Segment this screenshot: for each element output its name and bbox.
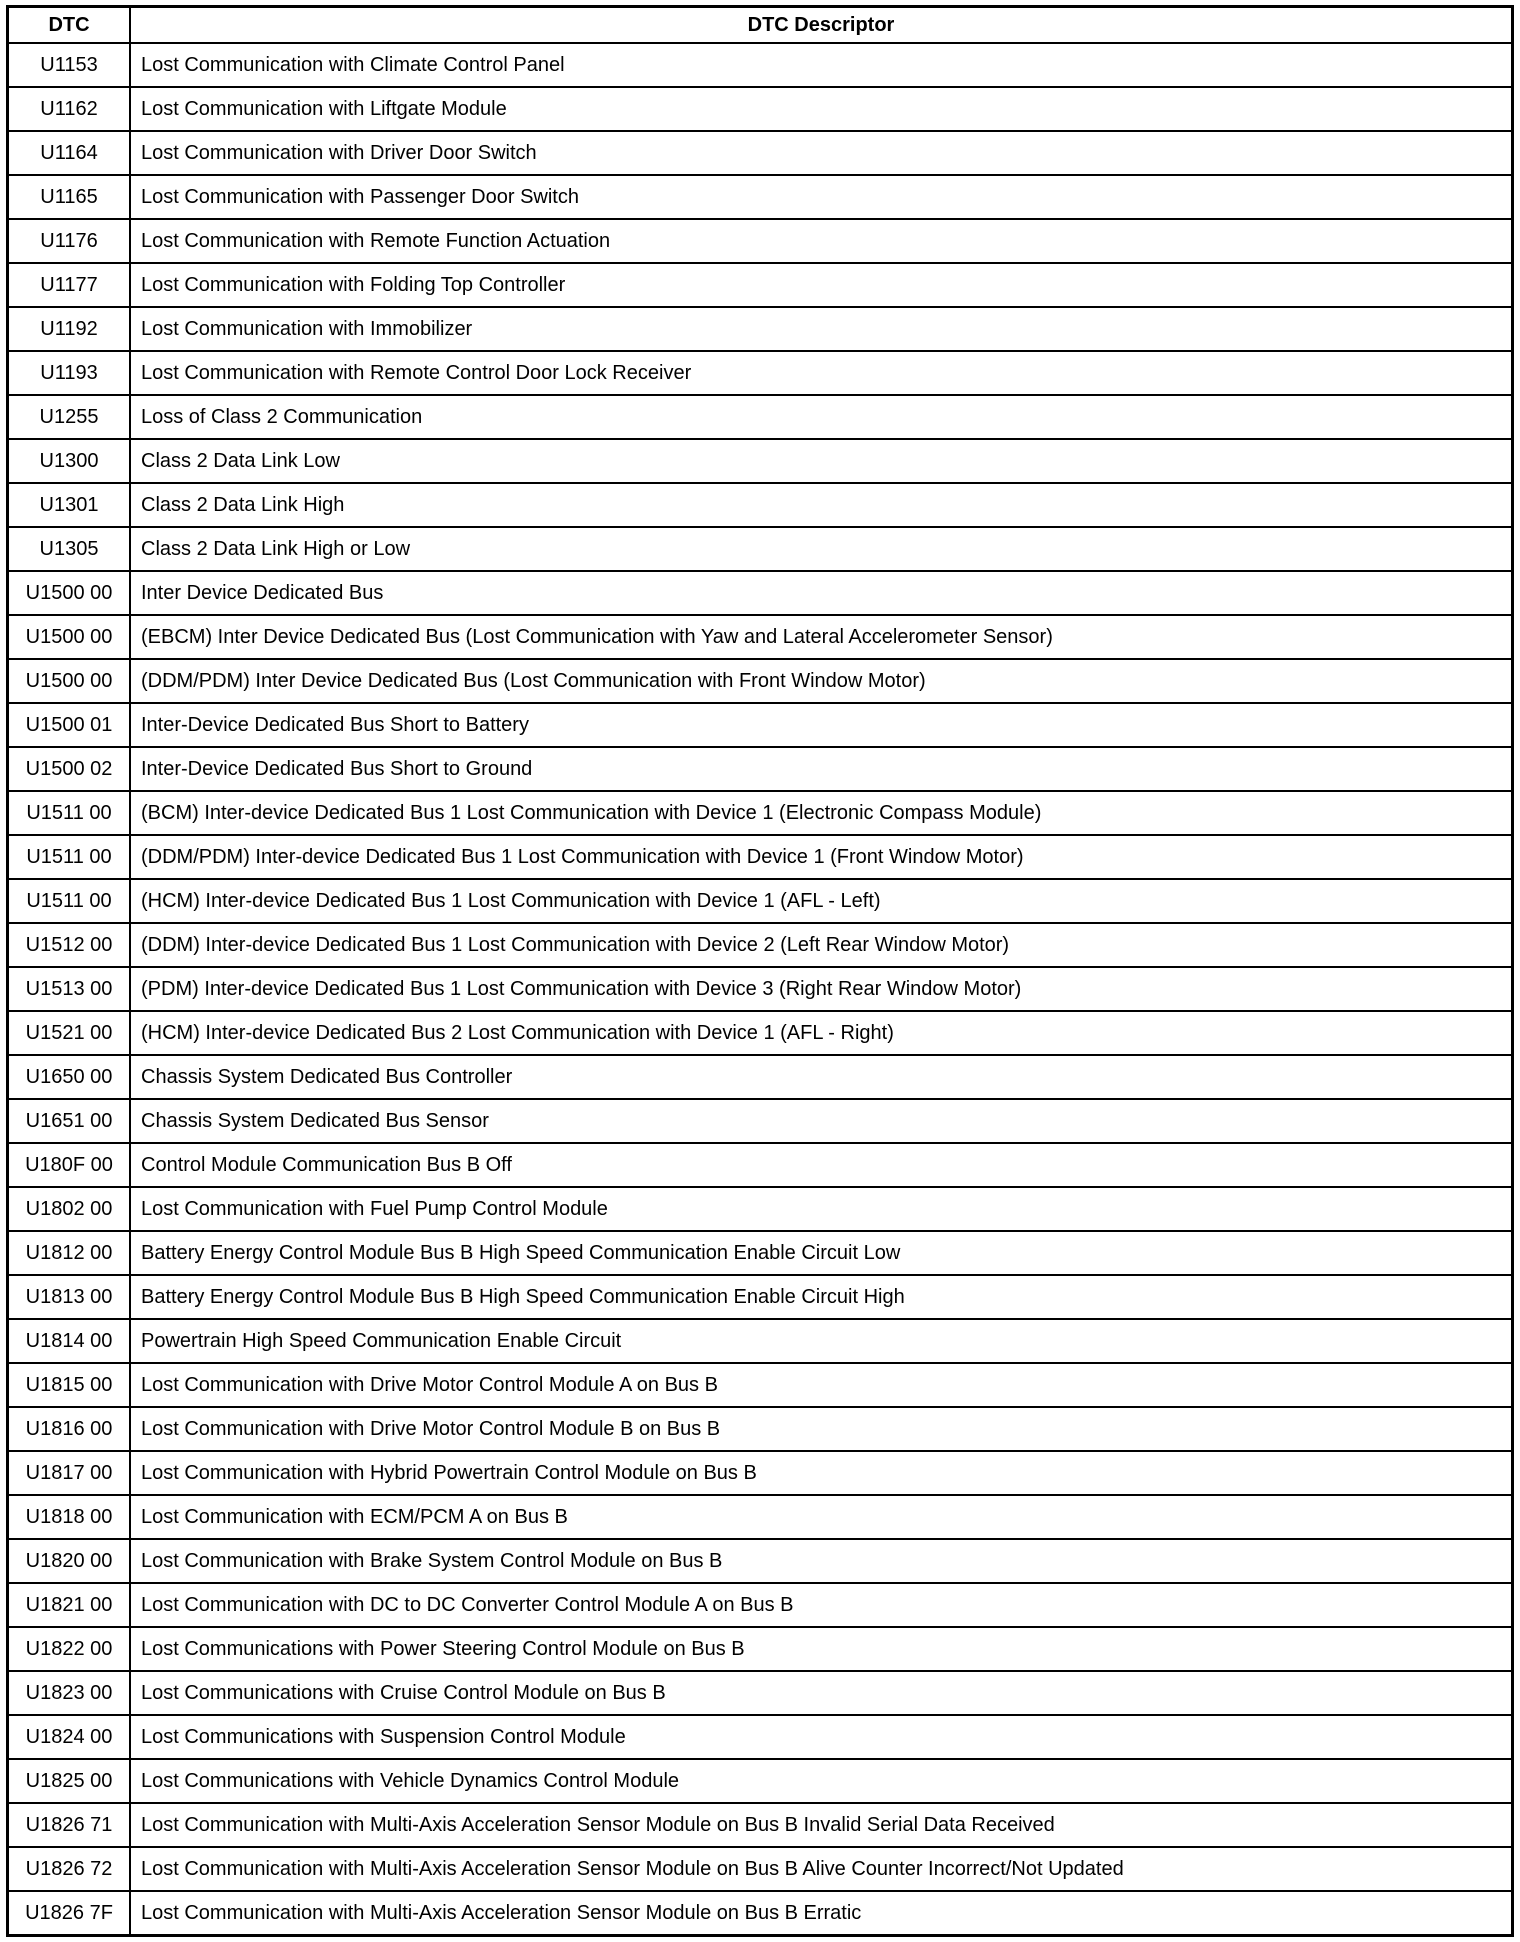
dtc-code-cell: U1176 (8, 219, 131, 263)
table-row (8, 615, 1513, 659)
table-row (8, 1803, 1513, 1847)
table-row (8, 571, 1513, 615)
dtc-descriptor-cell: (DDM) Inter-device Dedicated Bus 1 Lost Communication with Device 2 (Left Rear Window Motor) (130, 923, 1513, 967)
dtc-code-cell: U1500 00 (8, 571, 131, 615)
dtc-descriptor-cell: Lost Communication with Multi-Axis Acceleration Sensor Module on Bus B Invalid Serial Data Received (130, 1803, 1513, 1847)
dtc-descriptor-cell: Lost Communication with Drive Motor Control Module A on Bus B (130, 1363, 1513, 1407)
table-row (8, 483, 1513, 527)
dtc-descriptor-cell: Lost Communication with Remote Control Door Lock Receiver (130, 351, 1513, 395)
dtc-code-cell: U1821 00 (8, 1583, 131, 1627)
dtc-code-cell: U1802 00 (8, 1187, 131, 1231)
table-row (8, 1759, 1513, 1803)
dtc-descriptor-cell: Class 2 Data Link High (130, 483, 1513, 527)
table-row (8, 43, 1513, 87)
table-row (8, 1407, 1513, 1451)
dtc-descriptor-cell: Lost Communication with Multi-Axis Acceleration Sensor Module on Bus B Alive Counter Incorrect/Not Updated (130, 1847, 1513, 1891)
dtc-descriptor-cell: Powertrain High Speed Communication Enable Circuit (130, 1319, 1513, 1363)
table-row (8, 395, 1513, 439)
dtc-descriptor-cell: Chassis System Dedicated Bus Controller (130, 1055, 1513, 1099)
dtc-code-cell: U1650 00 (8, 1055, 131, 1099)
table-row (8, 263, 1513, 307)
dtc-code-cell: U1826 7F (8, 1891, 131, 1936)
header-row (8, 7, 1513, 44)
dtc-code-cell: U1826 72 (8, 1847, 131, 1891)
dtc-table (6, 5, 1514, 1937)
dtc-code-cell: U1165 (8, 175, 131, 219)
dtc-descriptor-cell: Lost Communication with Passenger Door Switch (130, 175, 1513, 219)
table-row (8, 1671, 1513, 1715)
table-row (8, 1891, 1513, 1936)
dtc-code-cell: U1651 00 (8, 1099, 131, 1143)
dtc-code-cell: U1816 00 (8, 1407, 131, 1451)
table-row (8, 1319, 1513, 1363)
column-header-descriptor: DTC Descriptor (130, 7, 1513, 44)
table-row (8, 1451, 1513, 1495)
dtc-descriptor-cell: Lost Communications with Power Steering Control Module on Bus B (130, 1627, 1513, 1671)
table-row (8, 1099, 1513, 1143)
dtc-descriptor-cell: (EBCM) Inter Device Dedicated Bus (Lost Communication with Yaw and Lateral Accelerometer Sensor) (130, 615, 1513, 659)
dtc-descriptor-cell: Lost Communication with Immobilizer (130, 307, 1513, 351)
dtc-descriptor-cell: Lost Communication with Brake System Control Module on Bus B (130, 1539, 1513, 1583)
dtc-descriptor-cell: Inter-Device Dedicated Bus Short to Battery (130, 703, 1513, 747)
table-row (8, 835, 1513, 879)
table-header (8, 7, 1513, 44)
dtc-descriptor-cell: Lost Communications with Cruise Control Module on Bus B (130, 1671, 1513, 1715)
dtc-descriptor-cell: Lost Communication with Climate Control Panel (130, 43, 1513, 87)
table-row (8, 1187, 1513, 1231)
dtc-code-cell: U1813 00 (8, 1275, 131, 1319)
table-row (8, 1715, 1513, 1759)
dtc-descriptor-cell: Lost Communication with Driver Door Switch (130, 131, 1513, 175)
dtc-code-cell: U1153 (8, 43, 131, 87)
dtc-code-cell: U1500 02 (8, 747, 131, 791)
dtc-code-cell: U180F 00 (8, 1143, 131, 1187)
dtc-code-cell: U1192 (8, 307, 131, 351)
dtc-descriptor-cell: Battery Energy Control Module Bus B High Speed Communication Enable Circuit High (130, 1275, 1513, 1319)
dtc-descriptor-cell: (HCM) Inter-device Dedicated Bus 2 Lost Communication with Device 1 (AFL - Right) (130, 1011, 1513, 1055)
dtc-code-cell: U1177 (8, 263, 131, 307)
dtc-descriptor-cell: (DDM/PDM) Inter Device Dedicated Bus (Lost Communication with Front Window Motor) (130, 659, 1513, 703)
table-row (8, 703, 1513, 747)
dtc-descriptor-cell: Inter-Device Dedicated Bus Short to Ground (130, 747, 1513, 791)
dtc-descriptor-cell: Chassis System Dedicated Bus Sensor (130, 1099, 1513, 1143)
dtc-descriptor-cell: Lost Communication with Drive Motor Control Module B on Bus B (130, 1407, 1513, 1451)
dtc-descriptor-cell: Battery Energy Control Module Bus B High Speed Communication Enable Circuit Low (130, 1231, 1513, 1275)
table-row (8, 351, 1513, 395)
dtc-descriptor-cell: (DDM/PDM) Inter-device Dedicated Bus 1 Lost Communication with Device 1 (Front Window Motor) (130, 835, 1513, 879)
dtc-descriptor-cell: Lost Communication with Remote Function Actuation (130, 219, 1513, 263)
dtc-code-cell: U1511 00 (8, 791, 131, 835)
dtc-code-cell: U1812 00 (8, 1231, 131, 1275)
dtc-descriptor-cell: Lost Communication with Multi-Axis Acceleration Sensor Module on Bus B Erratic (130, 1891, 1513, 1936)
table-row (8, 307, 1513, 351)
dtc-code-cell: U1255 (8, 395, 131, 439)
table-row (8, 527, 1513, 571)
column-header-dtc: DTC (8, 7, 131, 44)
table-row (8, 439, 1513, 483)
dtc-code-cell: U1164 (8, 131, 131, 175)
table-row (8, 967, 1513, 1011)
dtc-descriptor-cell: Lost Communication with ECM/PCM A on Bus B (130, 1495, 1513, 1539)
table-body (8, 43, 1513, 1936)
dtc-descriptor-cell: Control Module Communication Bus B Off (130, 1143, 1513, 1187)
table-row (8, 131, 1513, 175)
table-row (8, 1627, 1513, 1671)
dtc-code-cell: U1823 00 (8, 1671, 131, 1715)
dtc-descriptor-cell: Lost Communication with Fuel Pump Control Module (130, 1187, 1513, 1231)
table-row (8, 747, 1513, 791)
dtc-descriptor-cell: Class 2 Data Link High or Low (130, 527, 1513, 571)
dtc-code-cell: U1820 00 (8, 1539, 131, 1583)
table-row (8, 923, 1513, 967)
dtc-descriptor-cell: Lost Communication with Liftgate Module (130, 87, 1513, 131)
dtc-descriptor-cell: (BCM) Inter-device Dedicated Bus 1 Lost Communication with Device 1 (Electronic Compass Module) (130, 791, 1513, 835)
table-row (8, 879, 1513, 923)
dtc-code-cell: U1193 (8, 351, 131, 395)
dtc-code-cell: U1513 00 (8, 967, 131, 1011)
dtc-code-cell: U1500 01 (8, 703, 131, 747)
table-row (8, 175, 1513, 219)
dtc-code-cell: U1512 00 (8, 923, 131, 967)
dtc-code-cell: U1305 (8, 527, 131, 571)
dtc-descriptor-cell: (PDM) Inter-device Dedicated Bus 1 Lost Communication with Device 3 (Right Rear Window Motor) (130, 967, 1513, 1011)
table-row (8, 1055, 1513, 1099)
dtc-descriptor-cell: Lost Communication with Hybrid Powertrain Control Module on Bus B (130, 1451, 1513, 1495)
table-row (8, 1583, 1513, 1627)
dtc-descriptor-cell: Lost Communications with Vehicle Dynamics Control Module (130, 1759, 1513, 1803)
table-row (8, 659, 1513, 703)
table-row (8, 1011, 1513, 1055)
dtc-descriptor-cell: Lost Communication with Folding Top Controller (130, 263, 1513, 307)
dtc-code-cell: U1817 00 (8, 1451, 131, 1495)
table-row (8, 87, 1513, 131)
table-row (8, 791, 1513, 835)
dtc-descriptor-cell: Lost Communication with DC to DC Converter Control Module A on Bus B (130, 1583, 1513, 1627)
dtc-descriptor-cell: Loss of Class 2 Communication (130, 395, 1513, 439)
table-row (8, 219, 1513, 263)
dtc-code-cell: U1815 00 (8, 1363, 131, 1407)
table-row (8, 1847, 1513, 1891)
dtc-code-cell: U1511 00 (8, 879, 131, 923)
dtc-code-cell: U1511 00 (8, 835, 131, 879)
dtc-descriptor-cell: Class 2 Data Link Low (130, 439, 1513, 483)
dtc-code-cell: U1300 (8, 439, 131, 483)
table-row (8, 1539, 1513, 1583)
table-row (8, 1231, 1513, 1275)
dtc-code-cell: U1825 00 (8, 1759, 131, 1803)
table-row (8, 1495, 1513, 1539)
dtc-descriptor-cell: Inter Device Dedicated Bus (130, 571, 1513, 615)
dtc-descriptor-cell: (HCM) Inter-device Dedicated Bus 1 Lost Communication with Device 1 (AFL - Left) (130, 879, 1513, 923)
dtc-code-cell: U1301 (8, 483, 131, 527)
dtc-code-cell: U1500 00 (8, 615, 131, 659)
dtc-code-cell: U1814 00 (8, 1319, 131, 1363)
table-row (8, 1363, 1513, 1407)
dtc-code-cell: U1824 00 (8, 1715, 131, 1759)
dtc-descriptor-cell: Lost Communications with Suspension Control Module (130, 1715, 1513, 1759)
dtc-code-cell: U1162 (8, 87, 131, 131)
dtc-code-cell: U1521 00 (8, 1011, 131, 1055)
dtc-code-cell: U1826 71 (8, 1803, 131, 1847)
dtc-code-cell: U1822 00 (8, 1627, 131, 1671)
dtc-code-cell: U1500 00 (8, 659, 131, 703)
table-row (8, 1275, 1513, 1319)
table-row (8, 1143, 1513, 1187)
dtc-code-cell: U1818 00 (8, 1495, 131, 1539)
